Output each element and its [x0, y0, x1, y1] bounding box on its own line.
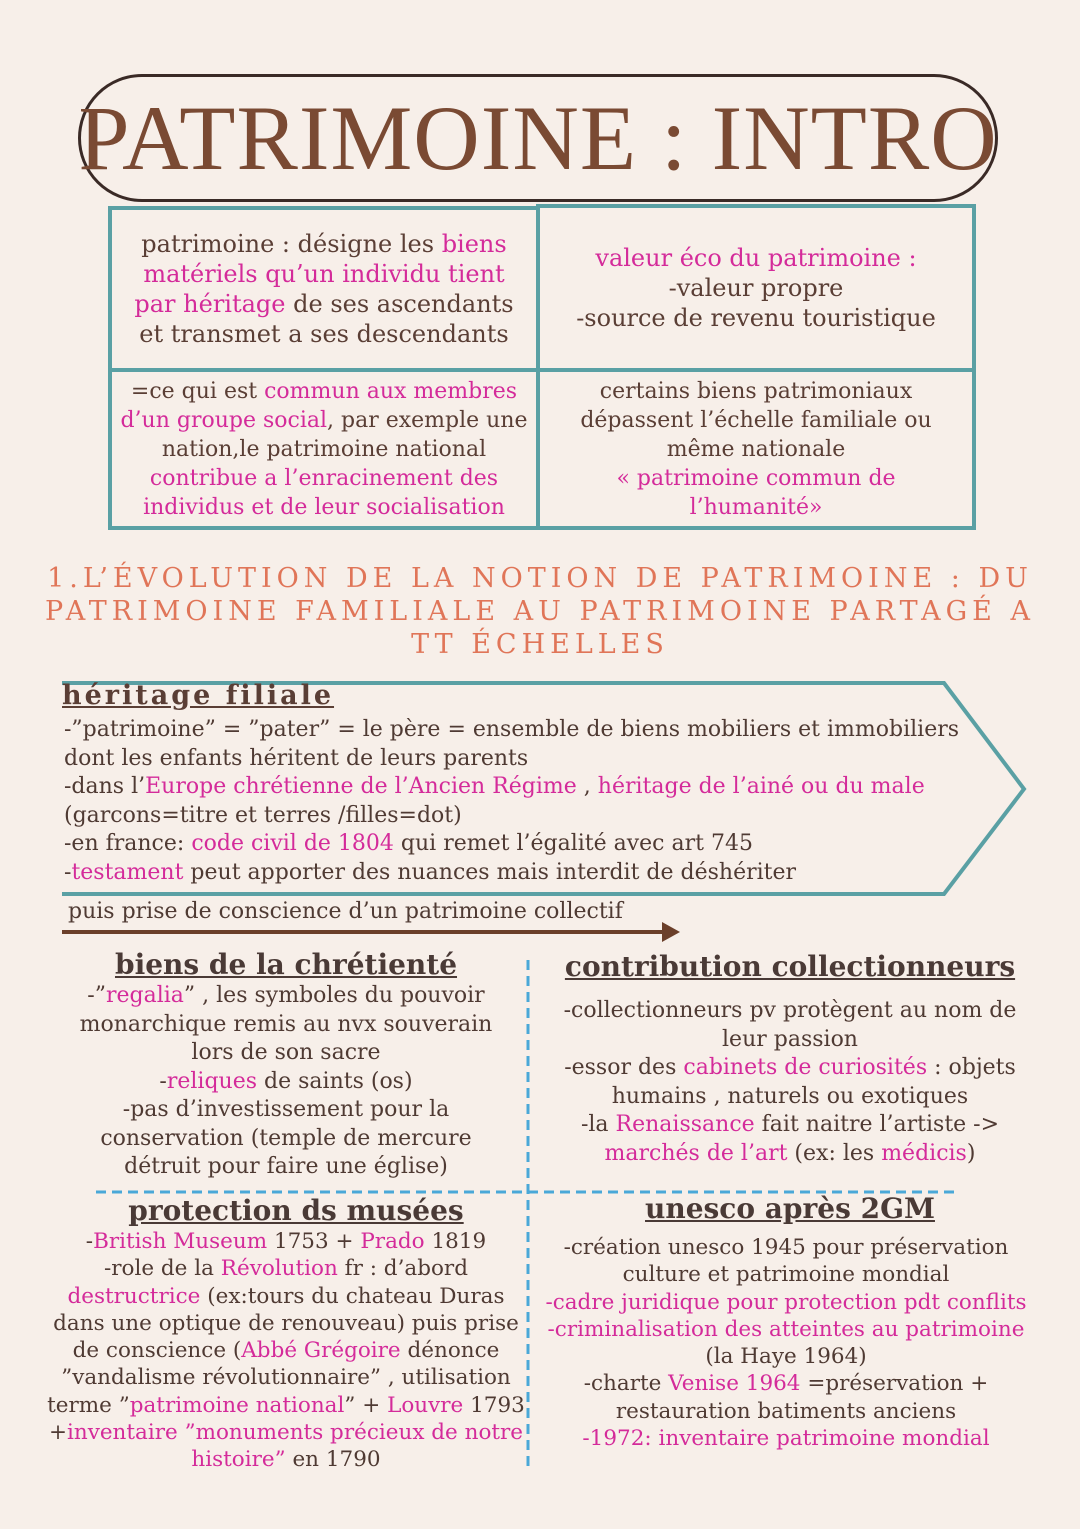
heritage-line-4: (garcons=titre et terres /filles=dot) — [64, 803, 462, 828]
musees-text: -British Museum 1753 + Prado 1819 -role de la Révolution fr : d’abord destructrice (ex:tours du chateau Duras dans une optique de renouveau) puis prise de conscience (Abbé Grégoire dénonce ”vandalisme révolutionnaire” , utilisation terme ”patrimoine national” + Louvre 1793 +inventaire ”monuments précieux de notre histoire” en 1790 — [47, 1229, 525, 1473]
unesco-title: unesco après 2GM — [645, 1192, 935, 1225]
definition-box-patrimoine: patrimoine : désigne les biens matériels qu’un individu tient par héritage de ses ascendants et transmet a ses descendants — [108, 206, 540, 372]
heritage-title: héritage filiale — [62, 680, 335, 711]
heritage-line-1: -”patrimoine” = ”pater” = le père = ensemble de biens mobiliers et immobiliers — [64, 717, 960, 742]
heritage-line-3: -dans l’Europe chrétienne de l’Ancien Régime , héritage de l’ainé ou du male — [64, 774, 925, 799]
chretiente-text: -”regalia” , les symboles du pouvoir monarchique remis au nvx souverain lors de son sacre -reliques de saints (os) -pas d’investissement pour la conservation (temple de mercure détruit pour faire une église) — [79, 983, 493, 1179]
collectionneurs-title: contribution collectionneurs — [564, 950, 1016, 983]
section-heading: 1.L’ÉVOLUTION DE LA NOTION DE PATRIMOINE : DU PATRIMOINE FAMILIALE AU PATRIMOINE PARTAGÉ A TT ÉCHELLES — [45, 563, 1035, 660]
collective-arrow-head — [662, 922, 680, 942]
musees-title: protection ds musées — [128, 1194, 464, 1227]
unesco-text: -création unesco 1945 pour préservation culture et patrimoine mondial -cadre juridique pour protection pdt conflits -criminalisation des atteintes au patrimoine (la Haye 1964) -charte Venise 1964 =préservation + restauration batiments anciens -1972: inventaire patrimoine mondial — [545, 1235, 1027, 1452]
page-title: PATRIMOINE : INTRO — [78, 87, 998, 189]
heritage-line-6: -testament peut apporter des nuances mais interdit de déshériter — [64, 860, 797, 885]
definition-box-valeur-eco: valeur éco du patrimoine : -valeur propre -source de revenu touristique — [536, 204, 976, 372]
chretiente-title: biens de la chrétienté — [114, 948, 458, 981]
definition-box-commun: =ce qui est commun aux membres d’un groupe social, par exemple une nation,le patrimoine national contribue a l’enracinement des individus et de leur socialisation — [108, 368, 540, 530]
collectionneurs-text: -collectionneurs pv protègent au nom de leur passion -essor des cabinets de curiosités : objets humains , naturels ou exotiques -la Renaissance fait naitre l’artiste -> marchés de l’art (ex: les médicis) — [563, 998, 1017, 1166]
heritage-line-2: dont les enfants héritent de leurs parents — [64, 746, 529, 771]
collective-awareness-text: puis prise de conscience d’un patrimoine collectif — [68, 899, 623, 924]
definition-box-humanite: certains biens patrimoniaux dépassent l’échelle familiale ou même nationale « patrimoine commun de l’humanité» — [536, 368, 976, 530]
heritage-line-5: -en france: code civil de 1804 qui remet l’égalité avec art 745 — [64, 831, 753, 856]
